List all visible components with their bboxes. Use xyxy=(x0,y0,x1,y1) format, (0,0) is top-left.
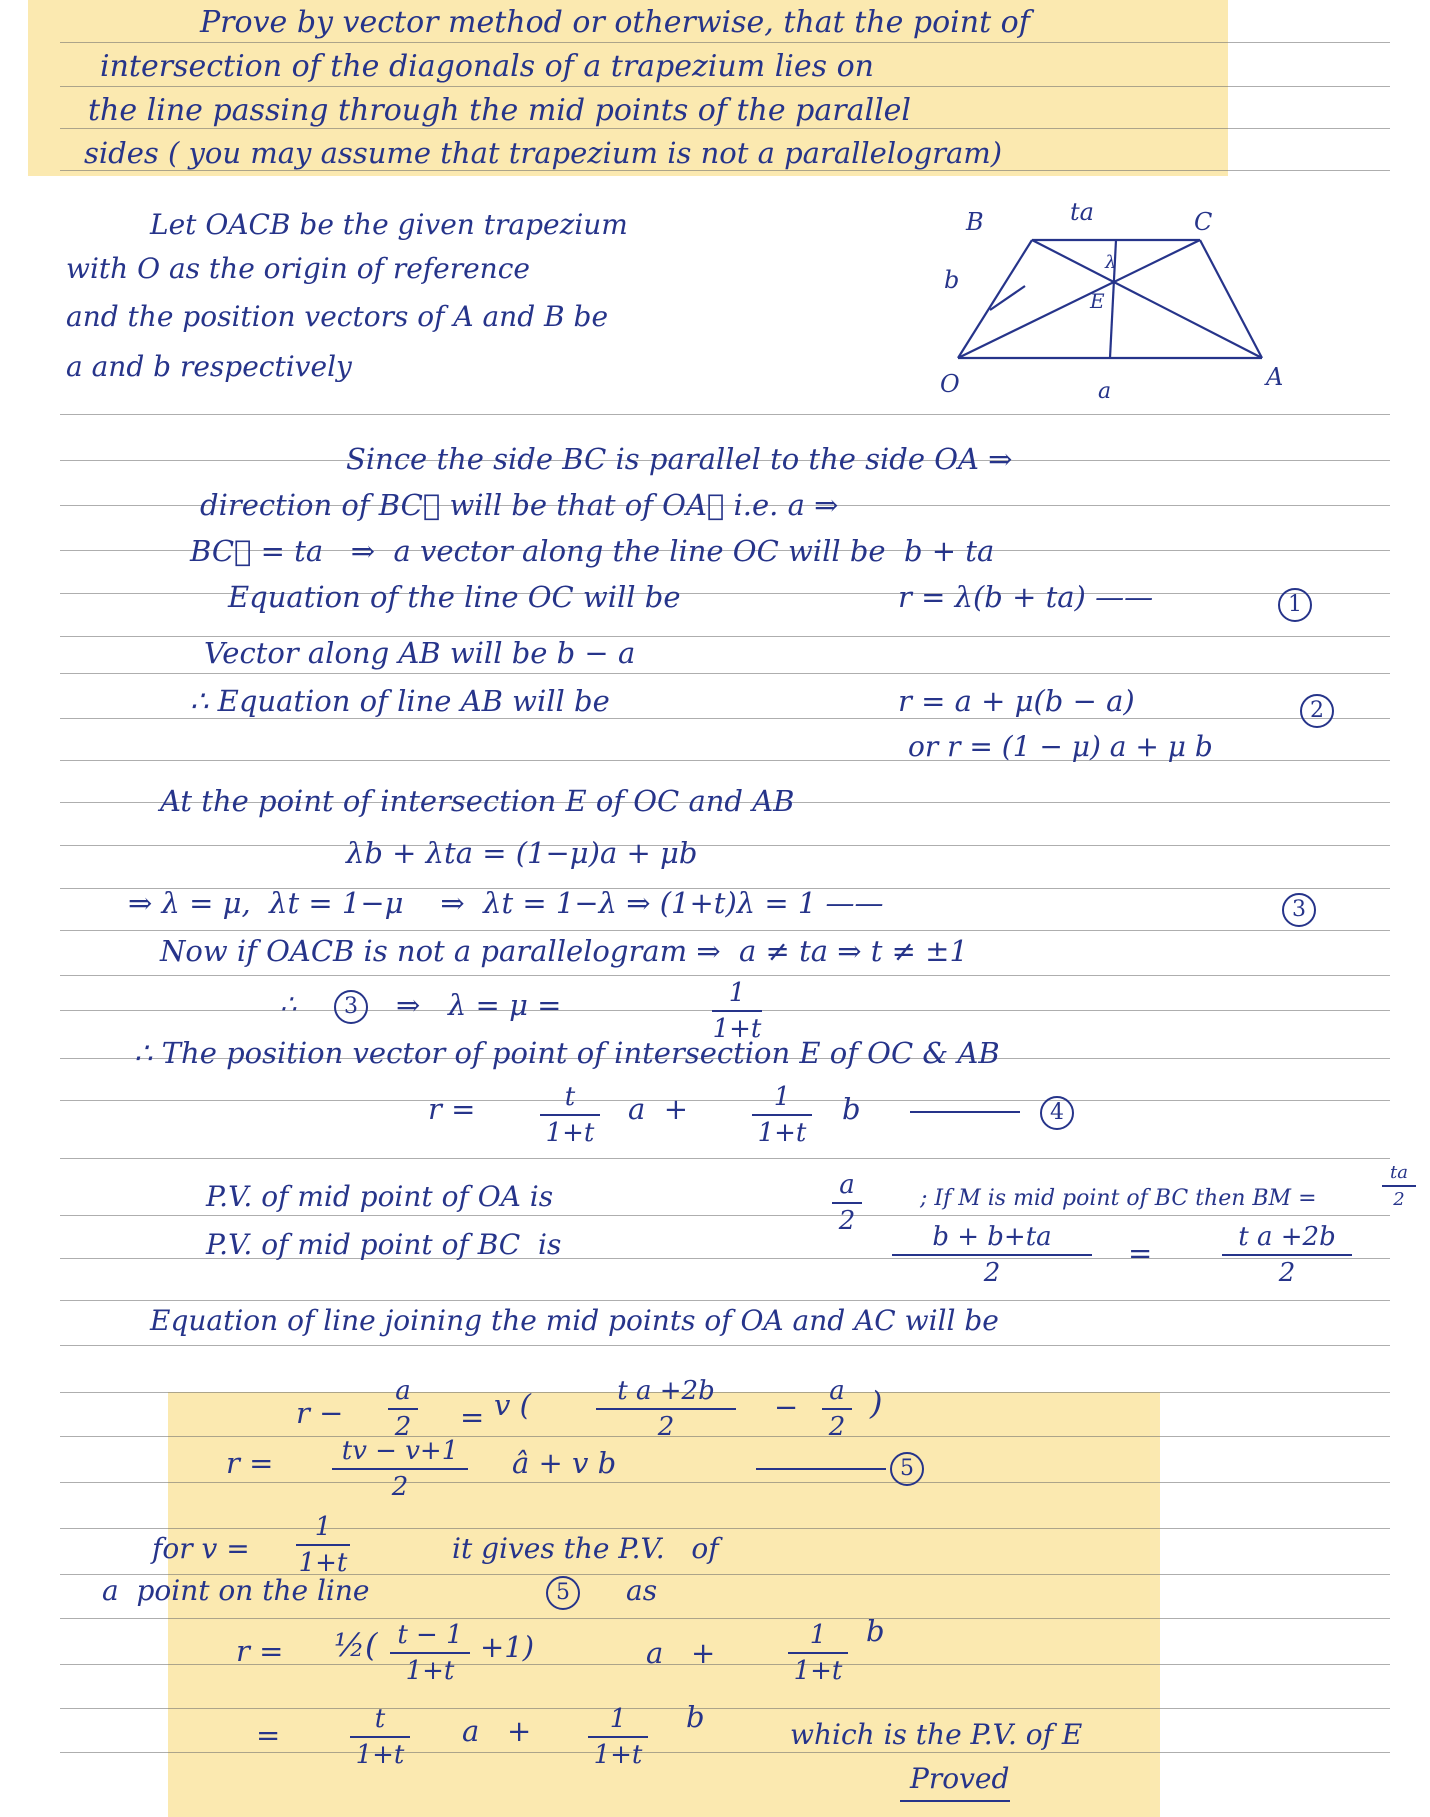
side-ca xyxy=(1200,240,1262,358)
final-frac-1 xyxy=(390,1620,470,1686)
equation-number-2: 2 xyxy=(1300,694,1334,728)
fraction-numerator: a xyxy=(839,1170,855,1200)
body-line-15a: P.V. of mid point of OA is xyxy=(206,1180,554,1213)
intro-line-1: Let OACB be the given trapezium xyxy=(150,208,628,241)
equation-number-4: 4 xyxy=(1040,1096,1074,1130)
fraction-numerator: b + b+ta xyxy=(932,1222,1052,1252)
fraction-denominator: 2 xyxy=(391,1472,409,1502)
body-line-1: Since the side BC is parallel to the side OA ⇒ xyxy=(346,442,1013,476)
fraction-denominator: 2 xyxy=(838,1206,856,1236)
intro-line-2: with O as the origin of reference xyxy=(66,252,530,285)
line-eq-frac-1 xyxy=(596,1376,736,1442)
final-frac-2 xyxy=(788,1620,848,1686)
body-line-6a: ∴ Equation of line AB will be xyxy=(190,684,610,718)
fraction-numerator: 1 xyxy=(809,1620,827,1650)
symbol-plus: + xyxy=(506,1714,532,1748)
bm-fraction xyxy=(1382,1162,1416,1210)
line-eq-minus: − xyxy=(774,1390,799,1424)
line-eq-frac-2 xyxy=(822,1376,852,1442)
fraction-numerator: 1 xyxy=(773,1082,791,1112)
final-b: b xyxy=(866,1614,885,1648)
fraction-denominator: 2 xyxy=(828,1412,846,1442)
fraction-denominator: 1+t xyxy=(593,1740,643,1770)
final-frac-4 xyxy=(588,1704,648,1770)
line-eq-close: ) xyxy=(870,1384,883,1422)
symbol-a: a xyxy=(628,1092,646,1126)
fraction-denominator: 1+t xyxy=(712,1014,762,1044)
body-line-15b: ; If M is mid point of BC then BM = xyxy=(920,1186,1317,1211)
fraction-denominator: 1+t xyxy=(298,1548,348,1578)
fraction-numerator: t xyxy=(374,1704,386,1734)
body-line-12b: ⇒ λ = μ = xyxy=(396,988,562,1022)
fraction-numerator: t a +2b xyxy=(1238,1222,1336,1252)
proved-underline xyxy=(900,1800,1010,1802)
eq4-b: b xyxy=(842,1092,861,1126)
final-b-2: b xyxy=(686,1700,705,1734)
eq5-lhs: r = xyxy=(226,1446,274,1480)
final-plus-one: +1) xyxy=(480,1630,535,1664)
symbol-a: a xyxy=(462,1714,480,1748)
mid-oa-fraction xyxy=(832,1170,862,1236)
eq4-dash xyxy=(910,1111,1020,1113)
fraction-numerator: 1 xyxy=(314,1512,332,1542)
equation-number-3: 3 xyxy=(1282,893,1316,927)
final-eq-2: = xyxy=(256,1718,281,1752)
label-a: A xyxy=(1266,363,1284,391)
fraction-denominator: 1+t xyxy=(793,1656,843,1686)
final-r-eq: r = xyxy=(236,1634,284,1668)
mid-bc-fraction xyxy=(892,1222,1092,1288)
body-line-20: which is the P.V. of E xyxy=(790,1718,1083,1751)
intro-line-3: and the position vectors of A and B be xyxy=(66,300,609,333)
body-line-6b: r = a + μ(b − a) xyxy=(898,684,1135,718)
line-eq-v: v ( xyxy=(494,1388,531,1422)
fraction-denominator: 1+t xyxy=(355,1740,405,1770)
fraction-numerator: tv − v+1 xyxy=(341,1436,459,1466)
fraction-numerator: t − 1 xyxy=(397,1620,463,1650)
eq4-lhs: r = xyxy=(428,1092,476,1126)
body-line-8: At the point of intersection E of OC and AB xyxy=(160,784,795,818)
v-value-fraction xyxy=(296,1512,350,1578)
body-line-10: ⇒ λ = μ, λt = 1−μ ⇒ λt = 1−λ ⇒ (1+t)λ = 1 —— xyxy=(128,886,884,920)
fraction-numerator: a xyxy=(829,1376,845,1406)
equation-ref-3: 3 xyxy=(334,990,368,1024)
label-e: E xyxy=(1090,289,1105,313)
body-line-18b: it gives the P.V. of xyxy=(452,1532,719,1565)
equation-ref-5: 5 xyxy=(546,1576,580,1610)
intro-line-4: a and b respectively xyxy=(66,350,352,383)
line-eq-lhs: r − xyxy=(296,1396,344,1430)
label-c: C xyxy=(1194,208,1213,236)
fraction-denominator: 2 xyxy=(1393,1189,1405,1210)
body-line-9: λb + λta = (1−μ)a + μb xyxy=(346,836,698,870)
body-line-19b: as xyxy=(626,1574,658,1607)
trapezium-figure xyxy=(930,200,1300,400)
fraction-denominator: 1+t xyxy=(405,1656,455,1686)
symbol-plus: + xyxy=(690,1636,716,1670)
body-line-16a: P.V. of mid point of BC is xyxy=(206,1228,562,1261)
fraction-denominator: 1+t xyxy=(757,1118,807,1148)
body-line-4b: r = λ(b + ta) —— xyxy=(898,580,1154,614)
question-line-4: sides ( you may assume that trapezium is not a parallelogram) xyxy=(84,136,1003,170)
fraction-denominator: 2 xyxy=(1278,1258,1296,1288)
body-line-12a: ∴ xyxy=(280,990,297,1020)
eq5-rhs: â + v b xyxy=(512,1446,617,1480)
fraction-denominator: 2 xyxy=(983,1258,1001,1288)
diagonal-ab xyxy=(1032,240,1262,358)
final-a-plus-2 xyxy=(462,1714,531,1748)
body-line-11: Now if OACB is not a parallelogram ⇒ a ≠ ta ⇒ t ≠ ±1 xyxy=(160,934,968,968)
final-frac-3 xyxy=(350,1704,410,1770)
fraction-numerator: t a +2b xyxy=(617,1376,715,1406)
eq4-frac-1 xyxy=(540,1082,600,1148)
line-eq-a-half xyxy=(388,1376,418,1442)
question-line-2: intersection of the diagonals of a trapezium lies on xyxy=(100,49,874,84)
fraction-denominator: 2 xyxy=(394,1412,412,1442)
eq4-a-plus xyxy=(628,1092,688,1126)
fraction-lambda xyxy=(712,978,762,1044)
label-ta: ta xyxy=(1070,200,1094,226)
body-line-17: Equation of line joining the mid points of OA and AC will be xyxy=(150,1304,999,1337)
mid-bc-simplified xyxy=(1222,1222,1352,1288)
label-a-vector: a xyxy=(1098,379,1112,400)
fraction-numerator: t xyxy=(564,1082,576,1112)
fraction-numerator: 1 xyxy=(609,1704,627,1734)
fraction-numerator: 1 xyxy=(728,978,746,1008)
fraction-numerator: a xyxy=(395,1376,411,1406)
body-line-19a: a point on the line xyxy=(102,1574,370,1607)
body-line-3: BC⃗ = ta ⇒ a vector along the line OC will be b + ta xyxy=(190,534,995,568)
body-line-2: direction of BC⃗ will be that of OA⃗ i.e. a ⇒ xyxy=(200,488,839,522)
symbol-plus: + xyxy=(663,1092,689,1126)
eq-sign-mid-bc: = xyxy=(1128,1236,1153,1270)
eq5-dash xyxy=(756,1468,886,1470)
body-line-13: ∴ The position vector of point of intersection E of OC & AB xyxy=(134,1036,1000,1070)
body-line-4a: Equation of the line OC will be xyxy=(228,580,681,614)
line-eq-equals: = xyxy=(460,1400,485,1434)
final-a-plus xyxy=(646,1636,715,1670)
label-b: B xyxy=(966,208,984,236)
fraction-denominator: 1+t xyxy=(545,1118,595,1148)
body-line-5: Vector along AB will be b − a xyxy=(204,636,636,670)
body-line-7: or r = (1 − μ) a + μ b xyxy=(908,730,1213,763)
label-o: O xyxy=(940,370,960,398)
question-line-1: Prove by vector method or otherwise, that the point of xyxy=(200,5,1030,40)
question-line-3: the line passing through the mid points of the parallel xyxy=(88,93,912,128)
body-line-18a: for v = xyxy=(152,1532,250,1565)
symbol-a: a xyxy=(646,1636,664,1670)
equation-number-5: 5 xyxy=(890,1452,924,1486)
label-lambda: λ xyxy=(1105,252,1117,273)
eq4-frac-2 xyxy=(752,1082,812,1148)
fraction-numerator: ta xyxy=(1390,1162,1408,1183)
fraction-denominator: 2 xyxy=(657,1412,675,1442)
eq5-frac xyxy=(332,1436,468,1502)
final-half-paren: ½( xyxy=(334,1626,378,1664)
proved-text: Proved xyxy=(910,1762,1010,1795)
equation-number-1: 1 xyxy=(1278,588,1312,622)
label-b-vector: b xyxy=(944,266,960,294)
